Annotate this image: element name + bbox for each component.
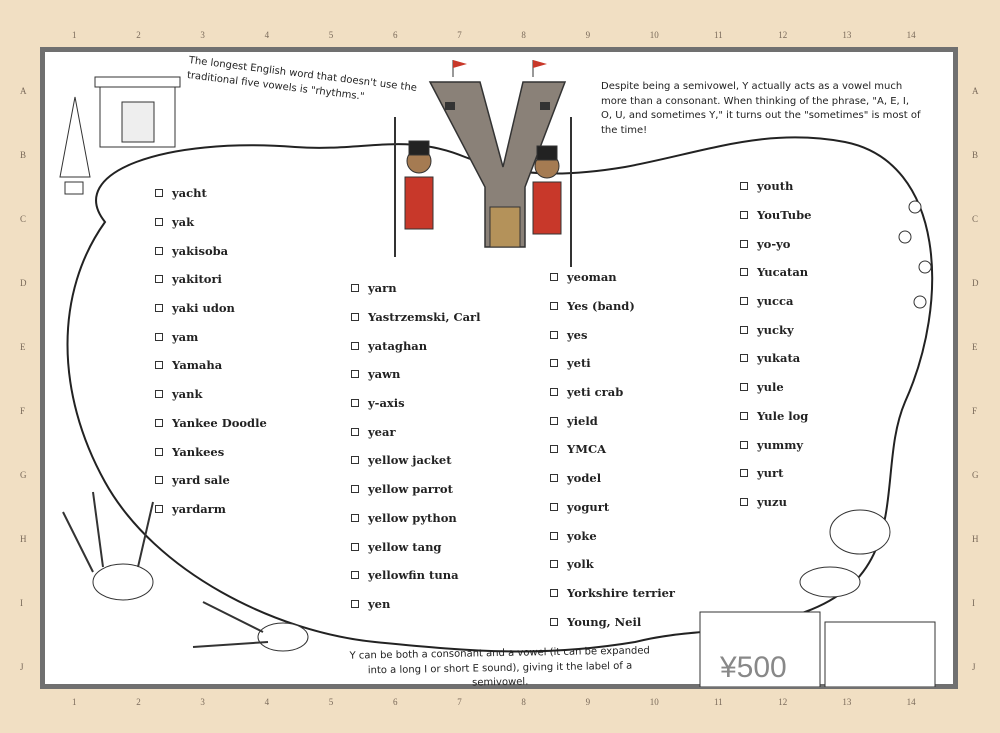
checklist-item[interactable]: [550, 320, 675, 349]
checklist-item-label: YouTube: [757, 208, 812, 223]
ruler-left-letter: H: [20, 534, 27, 544]
checkbox-icon[interactable]: [740, 441, 748, 449]
checkbox-icon[interactable]: [740, 297, 748, 305]
checklist-item-label: yawn: [368, 367, 401, 382]
checklist-item-label: yakisoba: [172, 243, 229, 258]
checklist-item-label: yo-yo: [757, 236, 791, 251]
checkbox-icon[interactable]: [155, 333, 163, 341]
checklist-item[interactable]: [740, 315, 811, 344]
ruler-bottom-number: 14: [906, 697, 916, 707]
checkbox-icon[interactable]: [550, 618, 558, 626]
checkbox-icon[interactable]: [155, 218, 163, 226]
checklist-item-label: yeti: [567, 356, 591, 371]
ruler-top-number: 5: [328, 30, 334, 40]
checkbox-icon[interactable]: [351, 543, 359, 551]
checklist-item-label: yellow python: [368, 510, 457, 525]
checkbox-icon[interactable]: [351, 600, 359, 608]
checklist-item-label: yoke: [567, 528, 597, 543]
checklist-item[interactable]: [351, 504, 480, 533]
checklist-item[interactable]: [550, 292, 675, 321]
checkbox-icon[interactable]: [740, 182, 748, 190]
checklist-item-label: yurt: [757, 466, 784, 481]
checklist-item-label: yakitori: [172, 272, 222, 287]
checkbox-icon[interactable]: [550, 589, 558, 597]
ruler-bottom-number: 9: [585, 697, 591, 707]
checklist-item-label: yam: [172, 329, 199, 344]
ruler-bottom-number: 11: [714, 697, 723, 707]
ruler-right-letter: B: [972, 150, 979, 160]
ruler-left-letter: D: [20, 278, 27, 288]
checklist-item-label: yolk: [567, 557, 594, 572]
ruler-bottom-number: 2: [136, 697, 141, 707]
checklist-item-label: yodel: [567, 471, 602, 486]
ruler-left-letter: E: [20, 342, 26, 352]
checkbox-icon[interactable]: [351, 571, 359, 579]
checklist-item-label: yen: [368, 596, 391, 611]
marching-figures-illustration: [885, 187, 950, 357]
checkbox-icon[interactable]: [740, 211, 748, 219]
checklist-item[interactable]: [155, 294, 267, 323]
checkbox-icon[interactable]: [155, 247, 163, 255]
checklist-item[interactable]: [740, 258, 811, 287]
checkbox-icon[interactable]: [550, 359, 558, 367]
checklist-item[interactable]: [351, 590, 480, 619]
checkbox-icon[interactable]: [155, 304, 163, 312]
checkbox-icon[interactable]: [550, 302, 558, 310]
checkbox-icon[interactable]: [550, 445, 558, 453]
fireplace-illustration: [50, 57, 185, 197]
checklist-item-label: yellowfin tuna: [368, 568, 459, 583]
checkbox-icon[interactable]: [740, 412, 748, 420]
checklist-item-label: yucca: [757, 294, 794, 309]
checklist-item[interactable]: [155, 236, 267, 265]
ruler-right-letter: A: [972, 86, 979, 96]
ruler-top-number: 9: [585, 30, 591, 40]
checklist-item[interactable]: [550, 378, 675, 407]
checklist-item-label: y-axis: [368, 396, 405, 411]
ruler-left-letter: A: [20, 86, 27, 96]
checklist-item-label: yucky: [757, 322, 794, 337]
checkbox-icon[interactable]: [155, 419, 163, 427]
checklist-item-label: yard sale: [172, 473, 230, 488]
ruler-right-letter: C: [972, 214, 979, 224]
checkbox-icon[interactable]: [351, 399, 359, 407]
checklist-item[interactable]: [550, 406, 675, 435]
checkbox-icon[interactable]: [155, 448, 163, 456]
checklist-item[interactable]: [155, 409, 267, 438]
checklist-item-label: YMCA: [567, 442, 607, 457]
word-column-2: [351, 274, 480, 618]
checklist-item-label: Yes (band): [567, 299, 635, 314]
checklist-item-label: Young, Neil: [567, 614, 642, 629]
checkbox-icon[interactable]: [351, 485, 359, 493]
checklist-item-label: yield: [567, 413, 598, 428]
checklist-item-label: yellow tang: [368, 539, 442, 554]
checklist-item[interactable]: [351, 417, 480, 446]
checklist-item-label: yule: [757, 380, 784, 395]
ruler-top-number: 11: [714, 30, 723, 40]
checklist-item[interactable]: [740, 373, 811, 402]
checklist-item[interactable]: [155, 351, 267, 380]
ruler-left-letter: I: [20, 598, 23, 608]
checklist-item[interactable]: [351, 360, 480, 389]
ruler-right-letter: F: [972, 406, 978, 416]
checklist-item-label: yuzu: [757, 494, 787, 509]
checklist-item-label: yeti crab: [567, 385, 624, 400]
note-semivowel-top: Despite being a semivowel, Y actually acts as a vowel much more than a consonant. When thinking of the phrase, "A, E, I, O, U, and sometimes Y," it turns out the "sometimes" is most of the time!: [601, 81, 921, 136]
ruler-bottom-number: 8: [521, 697, 526, 707]
checklist-item-label: yataghan: [368, 338, 428, 353]
checklist-item[interactable]: [351, 331, 480, 360]
word-column-3: [550, 263, 675, 636]
ruler-bottom-number: 7: [457, 697, 462, 707]
checklist-item-label: yank: [172, 387, 203, 402]
checklist-item[interactable]: [351, 446, 480, 475]
checklist-item-label: yardarm: [172, 501, 226, 516]
checklist-item-label: year: [368, 424, 396, 439]
checklist-item[interactable]: [155, 208, 267, 237]
checklist-item[interactable]: [155, 322, 267, 351]
checklist-item-label: yak: [172, 215, 195, 230]
checklist-item[interactable]: [351, 475, 480, 504]
ruler-top-number: 13: [842, 30, 852, 40]
ruler-right-letter: J: [972, 662, 976, 672]
checklist-item[interactable]: [351, 303, 480, 332]
checklist-item[interactable]: [155, 380, 267, 409]
checkbox-icon[interactable]: [351, 284, 359, 292]
ruler-top-number: 6: [393, 30, 398, 40]
activity-page: [40, 47, 958, 689]
checklist-item-label: Yankee Doodle: [172, 415, 267, 430]
checklist-item[interactable]: [155, 265, 267, 294]
checkbox-icon[interactable]: [550, 560, 558, 568]
checklist-item[interactable]: [550, 349, 675, 378]
checklist-item-label: Yucatan: [757, 265, 809, 280]
ruler-left-letter: G: [20, 470, 27, 480]
price-sign-text: ¥500: [720, 651, 787, 684]
checklist-item[interactable]: [550, 493, 675, 522]
ruler-top-number: 12: [778, 30, 788, 40]
ruler-right-letter: G: [972, 470, 979, 480]
checklist-item-label: yaki udon: [172, 301, 235, 316]
checkbox-icon[interactable]: [740, 383, 748, 391]
checklist-item[interactable]: [740, 229, 811, 258]
ruler-top-number: 7: [457, 30, 462, 40]
checklist-item[interactable]: [550, 521, 675, 550]
note-rhythms: The longest English word that doesn't use the traditional five vowels is "rhythms.": [186, 55, 418, 103]
checklist-item[interactable]: [740, 201, 811, 230]
ruler-bottom-number: 10: [649, 697, 659, 707]
yeti-crab-illustration: [53, 472, 333, 672]
ruler-top-number: 10: [649, 30, 659, 40]
checkbox-icon[interactable]: [550, 388, 558, 396]
ruler-top-number: 1: [72, 30, 77, 40]
checkbox-icon[interactable]: [351, 342, 359, 350]
checklist-item-label: Yankees: [172, 444, 225, 459]
ruler-bottom-number: 13: [842, 697, 852, 707]
checklist-item-label: yacht: [172, 186, 207, 201]
ruler-left-letter: C: [20, 214, 27, 224]
checklist-item-label: yellow jacket: [368, 453, 452, 468]
guard-left: [395, 117, 433, 257]
checkbox-icon[interactable]: [155, 361, 163, 369]
checklist-item-label: yukata: [757, 351, 801, 366]
checklist-item[interactable]: [740, 172, 811, 201]
checklist-item[interactable]: [550, 550, 675, 579]
checklist-item-label: yummy: [757, 437, 804, 452]
checklist-item[interactable]: [740, 287, 811, 316]
checkbox-icon[interactable]: [351, 313, 359, 321]
note-semivowel-bottom: Y can be both a consonant and a vowel (it can be expanded into a long I or short E sound), giving it the label of a semivowel.: [349, 645, 650, 689]
checklist-item[interactable]: [550, 435, 675, 464]
checklist-item[interactable]: [550, 607, 675, 636]
word-column-4: [740, 172, 811, 516]
checklist-item-label: yellow parrot: [368, 482, 453, 497]
ruler-left-letter: J: [20, 662, 24, 672]
ramen-dog-illustration: [680, 482, 950, 687]
checkbox-icon[interactable]: [740, 354, 748, 362]
checkbox-icon[interactable]: [550, 331, 558, 339]
checklist-item-label: Yastrzemski, Carl: [368, 310, 481, 325]
checklist-item-label: Yamaha: [172, 358, 223, 373]
checklist-item[interactable]: [155, 437, 267, 466]
checklist-item-label: Yorkshire terrier: [567, 585, 675, 600]
checklist-item-label: yeoman: [567, 270, 617, 285]
checkbox-icon[interactable]: [351, 456, 359, 464]
ruler-left-letter: B: [20, 150, 27, 160]
checklist-item[interactable]: [740, 402, 811, 431]
ruler-bottom-number: 1: [72, 697, 77, 707]
checkbox-icon[interactable]: [550, 503, 558, 511]
ruler-right-letter: D: [972, 278, 979, 288]
checkbox-icon[interactable]: [740, 268, 748, 276]
ruler-bottom-number: 6: [393, 697, 398, 707]
checklist-item-label: Yule log: [757, 408, 809, 423]
castle-y-illustration: [385, 57, 585, 272]
ruler-top-number: 8: [521, 30, 526, 40]
ruler-bottom-number: 4: [264, 697, 270, 707]
checkbox-icon[interactable]: [351, 514, 359, 522]
ruler-top-number: 3: [200, 30, 205, 40]
checkbox-icon[interactable]: [740, 240, 748, 248]
checkbox-icon[interactable]: [550, 532, 558, 540]
checkbox-icon[interactable]: [155, 275, 163, 283]
checklist-item[interactable]: [550, 464, 675, 493]
ruler-bottom-number: 12: [778, 697, 788, 707]
checklist-item[interactable]: [351, 274, 480, 303]
checklist-item[interactable]: [740, 430, 811, 459]
checkbox-icon[interactable]: [550, 273, 558, 281]
ruler-left-letter: F: [20, 406, 26, 416]
ruler-right-letter: E: [972, 342, 978, 352]
checkbox-icon[interactable]: [550, 417, 558, 425]
ruler-bottom-number: 5: [328, 697, 334, 707]
checklist-item-label: youth: [757, 179, 794, 194]
checklist-item-label: yogurt: [567, 499, 610, 514]
checkbox-icon[interactable]: [740, 469, 748, 477]
checklist-item-label: yes: [567, 327, 588, 342]
checkbox-icon[interactable]: [351, 370, 359, 378]
checkbox-icon[interactable]: [550, 474, 558, 482]
ruler-bottom-number: 3: [200, 697, 205, 707]
ruler-top-number: 4: [264, 30, 270, 40]
checklist-item-label: yarn: [368, 281, 397, 296]
checkbox-icon[interactable]: [351, 428, 359, 436]
checkbox-icon[interactable]: [740, 326, 748, 334]
checklist-item[interactable]: [351, 561, 480, 590]
checklist-item[interactable]: [351, 532, 480, 561]
checklist-item[interactable]: [550, 579, 675, 608]
checklist-item[interactable]: [351, 389, 480, 418]
checklist-item[interactable]: [740, 344, 811, 373]
ruler-top-number: 2: [136, 30, 141, 40]
ruler-right-letter: H: [972, 534, 979, 544]
ruler-top-number: 14: [906, 30, 916, 40]
ruler-right-letter: I: [972, 598, 975, 608]
checkbox-icon[interactable]: [155, 390, 163, 398]
